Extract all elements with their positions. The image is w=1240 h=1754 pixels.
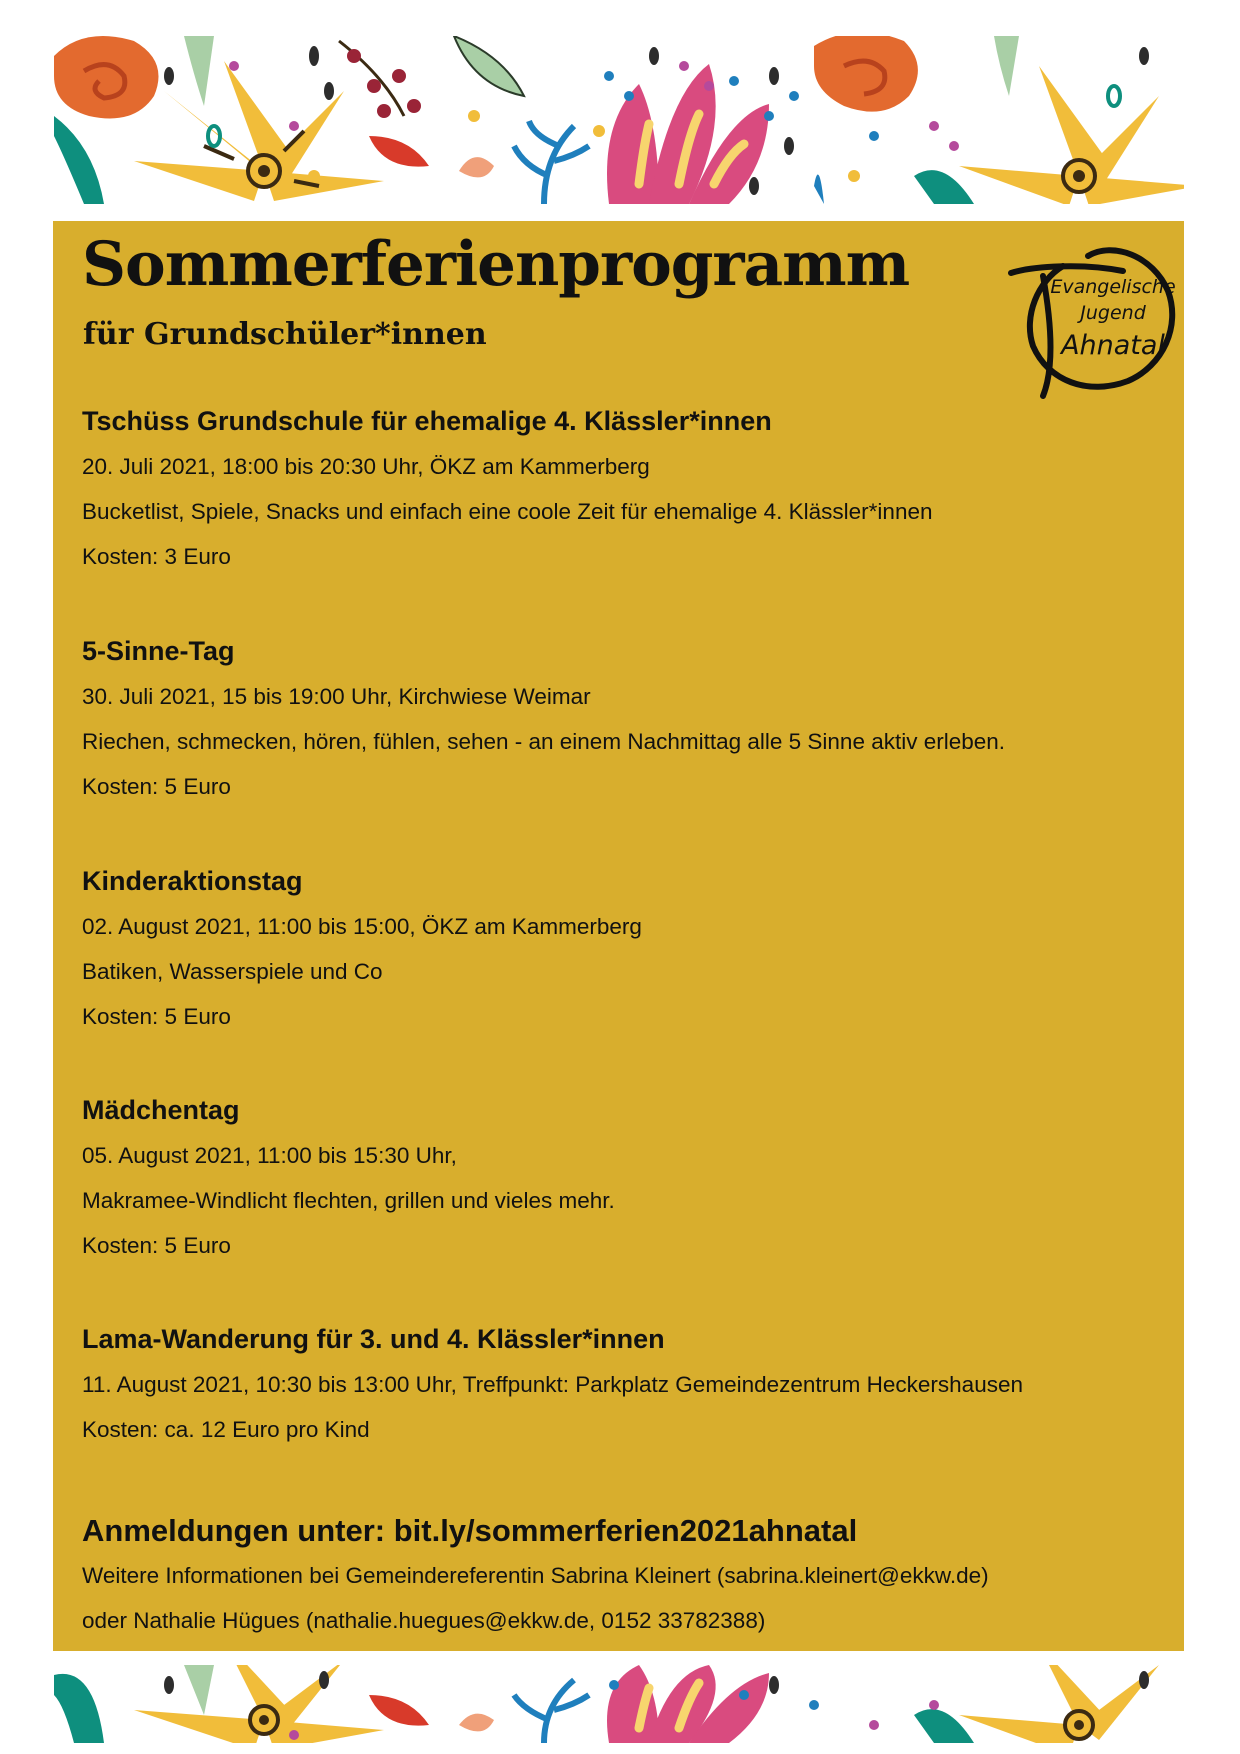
event-date: 20. Juli 2021, 18:00 bis 20:30 Uhr, ÖKZ am Kammerberg [82,454,650,479]
event-cost: Kosten: ca. 12 Euro pro Kind [82,1417,370,1442]
event-date: 11. August 2021, 10:30 bis 13:00 Uhr, Treffpunkt: Parkplatz Gemeindezentrum Heckershausen [82,1372,1023,1397]
page-subtitle: für Grundschüler*innen [83,317,487,352]
cross-horizontal [1011,266,1123,273]
page-title: Sommerferienprogramm [82,229,910,300]
event-block [82,864,642,1039]
event-title: 5-Sinne-Tag [82,636,235,666]
event-description: Bucketlist, Spiele, Snacks und einfach eine coole Zeit für ehemalige 4. Klässler*innen [82,499,933,524]
event-title: Tschüss Grundschule für ehemalige 4. Klässler*innen [82,406,772,436]
event-block [82,404,933,579]
event-description: Batiken, Wasserspiele und Co [82,959,383,984]
event-title: Mädchentag [82,1095,240,1125]
event-cost: Kosten: 5 Euro [82,1233,231,1258]
event-description: Makramee-Windlicht flechten, grillen und vieles mehr. [82,1188,615,1213]
event-cost: Kosten: 3 Euro [82,544,231,569]
signup-section [82,1511,989,1643]
floral-illustration [54,1665,1184,1743]
program-panel [53,221,1184,1651]
event-block [82,1322,1023,1452]
event-cost: Kosten: 5 Euro [82,1004,231,1029]
event-block [82,1093,615,1268]
floral-banner-bottom [54,1665,1184,1743]
event-cost: Kosten: 5 Euro [82,774,231,799]
event-description: Riechen, schmecken, hören, fühlen, sehen - an einem Nachmittag alle 5 Sinne aktiv erleben. [82,729,1006,754]
ev-jugend-logo [963,221,1183,411]
event-date: 05. August 2021, 11:00 bis 15:30 Uhr, [82,1143,457,1168]
contact-line-2: oder Nathalie Hügues (nathalie.huegues@ekkw.de, 0152 33782388) [82,1608,766,1633]
event-title: Kinderaktionstag [82,866,303,896]
logo-line3: Ahnatal [1061,330,1165,361]
event-title: Lama-Wanderung für 3. und 4. Klässler*innen [82,1324,665,1354]
logo-line2: Jugend [1080,302,1146,324]
contact-line-1: Weitere Informationen bei Gemeindereferentin Sabrina Kleinert (sabrina.kleinert@ekkw.de) [82,1563,989,1588]
logo-line1: Evangelische [1050,276,1176,298]
event-date: 02. August 2021, 11:00 bis 15:00, ÖKZ am Kammerberg [82,914,642,939]
event-block [82,634,1005,809]
event-date: 30. Juli 2021, 15 bis 19:00 Uhr, Kirchwiese Weimar [82,684,591,709]
signup-heading: Anmeldungen unter: bit.ly/sommerferien2021ahnatal [82,1513,858,1548]
floral-banner-top [54,36,1184,204]
floral-illustration [54,36,1184,204]
